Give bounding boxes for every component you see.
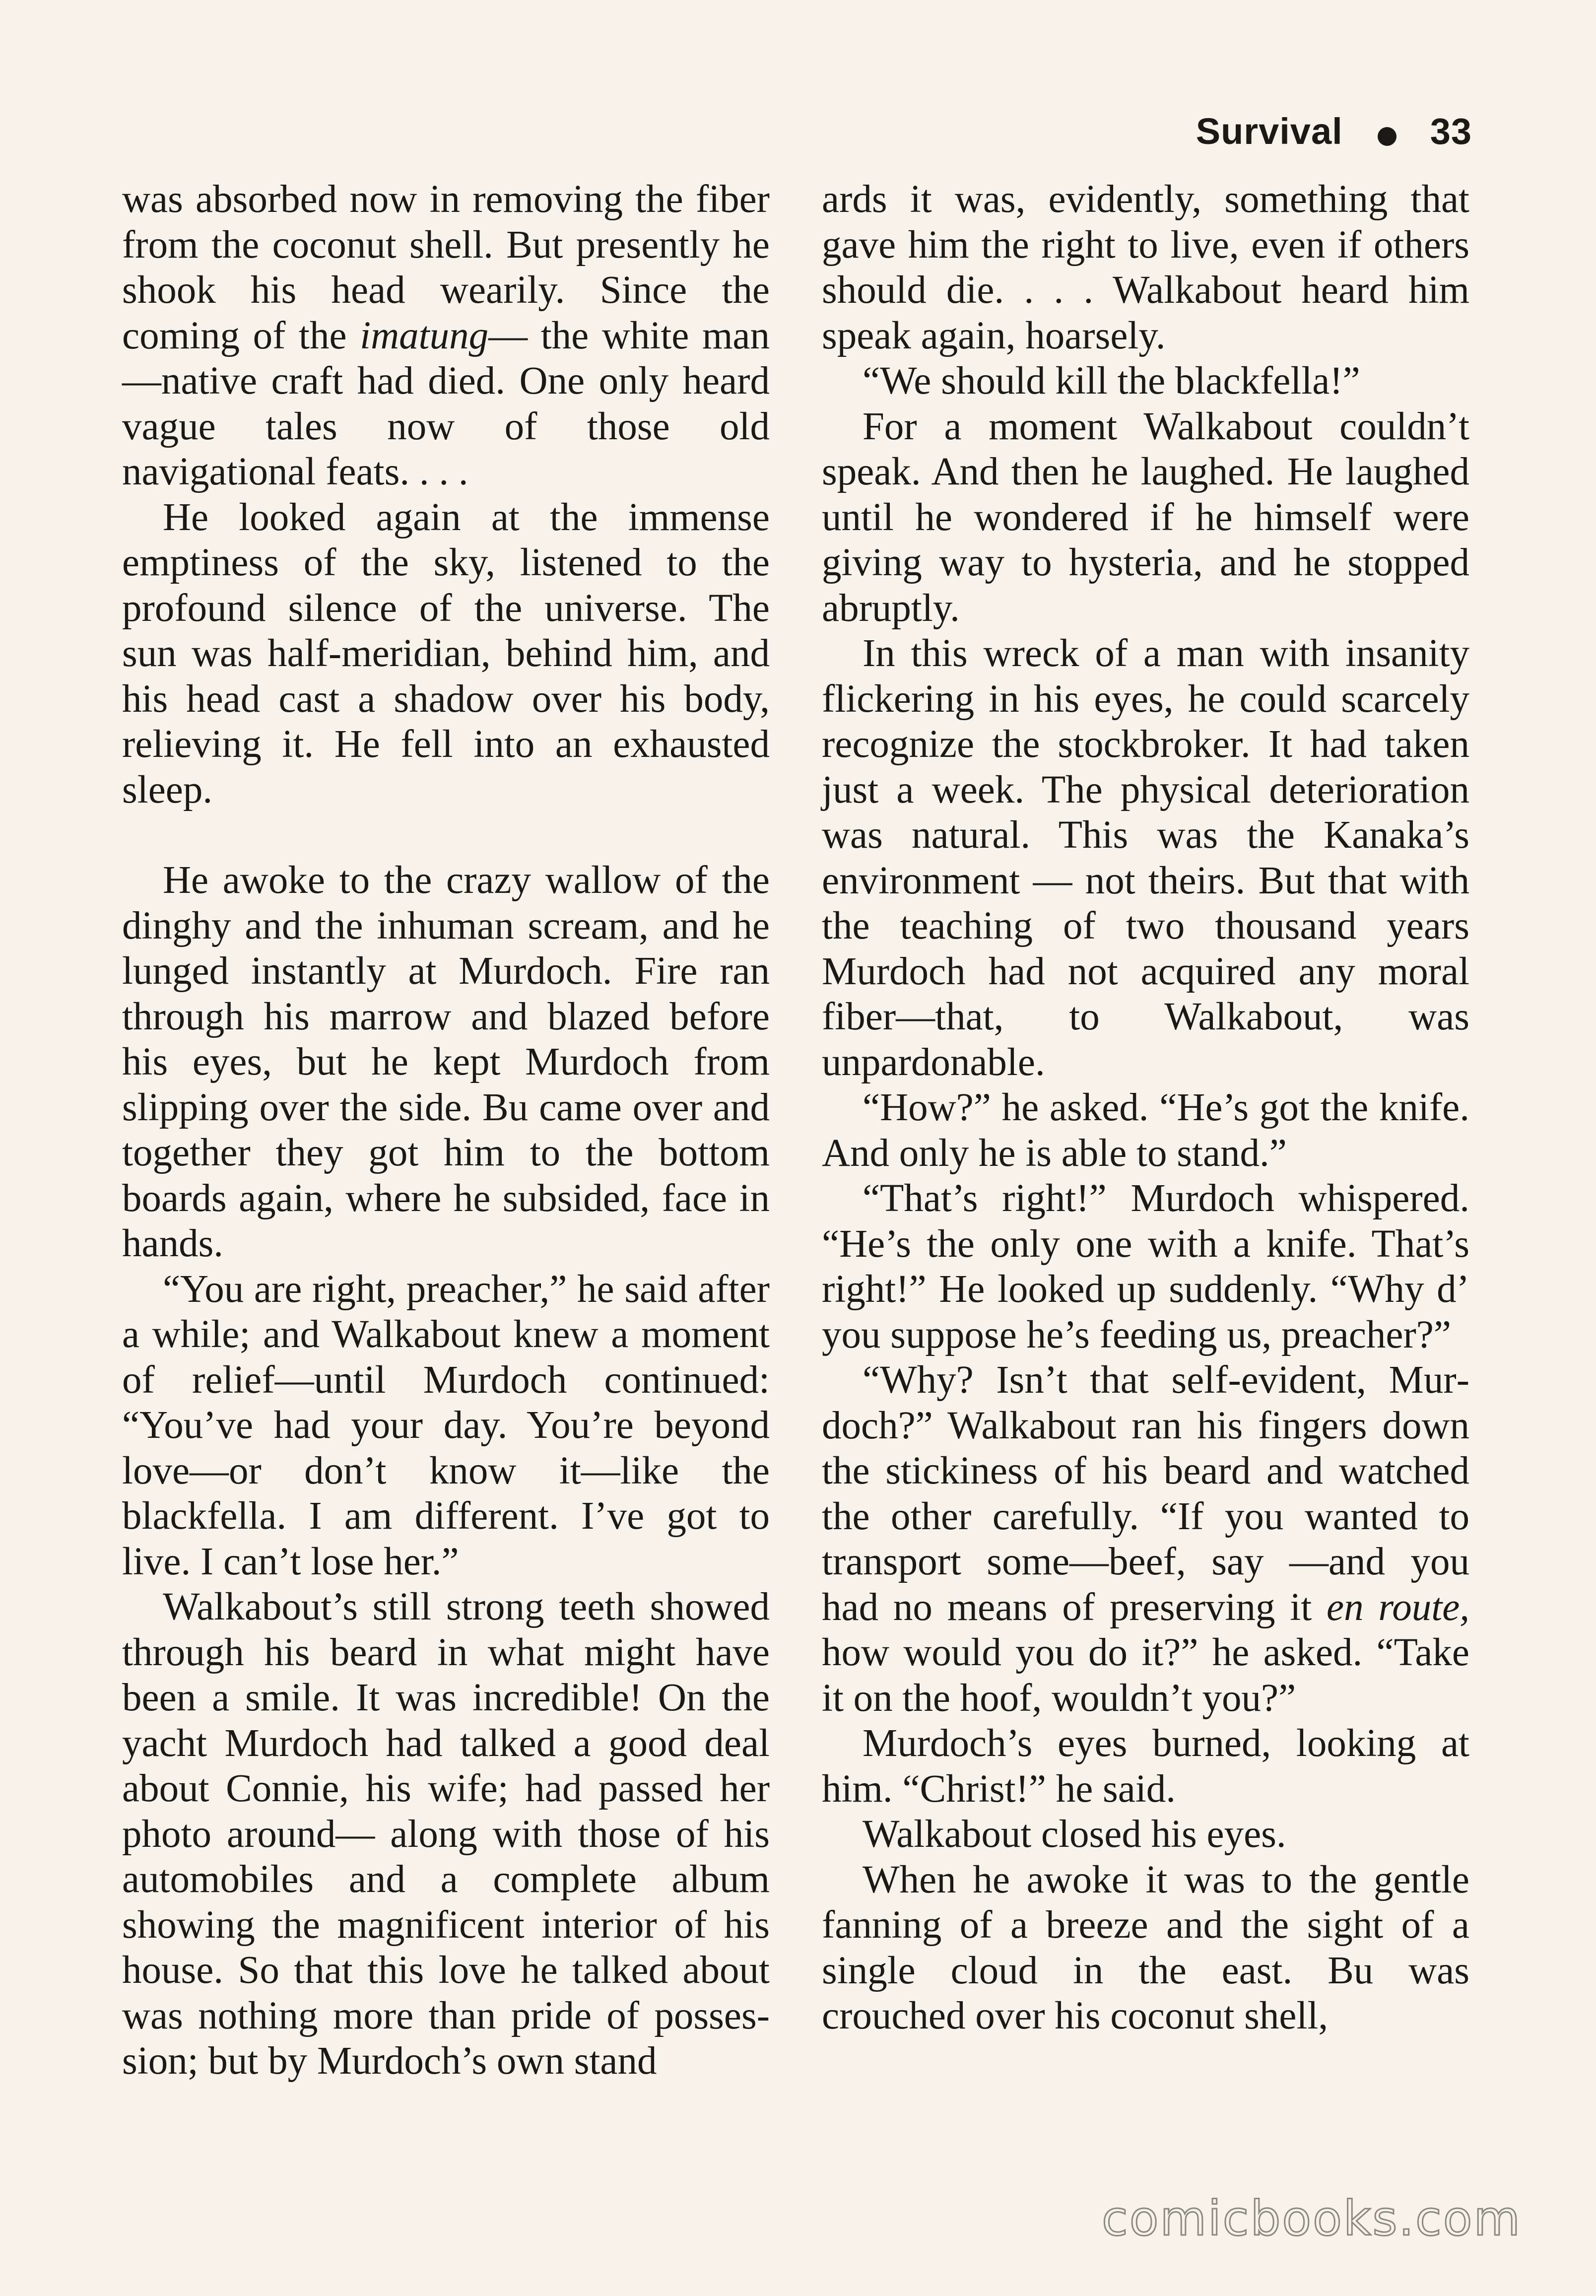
text-run: For a moment Walkabout couldn’t speak. And then he laughed. He laughed until he wondered if he himself were giving way to hysteria, and he stopped abruptly. [822, 405, 1469, 630]
running-header [1196, 110, 1472, 152]
paragraph [822, 1176, 1469, 1357]
paragraph [822, 1721, 1469, 1812]
text-run: In this wreck of a man with insanity flickering in his eyes, he could scarcely recognize the stockbroker. It had taken just a week. The physical deterioration was natural. This was the Kanaka’s environment — not theirs. But that with the teaching of two thousand years Murdoch had not acquired any moral fiber—that, to Walkabout, was unpardonable. [822, 632, 1469, 1084]
italic-text: imatung [360, 314, 489, 357]
paragraph [122, 1267, 770, 1585]
text-run: “How?” he asked. “He’s got the knife. And only he is able to stand.” [822, 1086, 1469, 1175]
section-title: Survival [1196, 111, 1343, 152]
text-run: He awoke to the crazy wallow of the dinghy and the inhuman scream, and he lunged instantly at Murdoch. Fire ran through his marrow and blazed before his eyes, but he kept Murdoch from slipping over the side. Bu came over and together they got him to the bottom boards again, where he subsided, face in hands. [122, 859, 770, 1265]
text-run: was absorbed now in removing the fiber from the coconut shell. But presently he shook his head wearily. Since the coming of the [122, 178, 770, 357]
watermark: comicbooks.com [1101, 2191, 1522, 2246]
text-run: how would you do it?” he asked. “Take it on the hoof, wouldn’t you?” [822, 1631, 1469, 1720]
text-run: Walkabout’s still strong teeth showed through his beard in what might have been a smile. It was incredible! On the yacht Murdoch had talked a good deal about Connie, his wife; had passed her photo around— along with those of his automobiles and a complete album showing the magnificent interior of his house. So that this love he talked about was nothing more than pride of possession; but by Murdoch’s own stand [122, 1585, 770, 2083]
paragraph [122, 858, 770, 1267]
right-column [822, 177, 1469, 2039]
paragraph [822, 1857, 1469, 2039]
text-run: When he awoke it was to the gentle fanning of a breeze and the sight of a single cloud in the east. Bu was crouched over his coconut shell, [822, 1858, 1469, 2037]
paragraph [122, 177, 770, 495]
paragraph [822, 1085, 1469, 1176]
text-run: “Why? Isn’t that self-evident, Murdoch?” Walkabout ran his fingers down the stickiness of his beard and watched the other carefully. “If you wanted to transport some—beef, say —and you had no means of preserving it [822, 1358, 1469, 1629]
paragraph [822, 358, 1469, 404]
text-run: “You are right, preacher,” he said after a while; and Walkabout knew a moment of relief—until Murdoch continued: “You’ve had your day. You’re beyond love—or don’t know it—like the blackfella. I am different. I’ve got to live. I can’t lose her.” [122, 1267, 770, 1583]
paragraph [822, 177, 1469, 358]
text-run: Murdoch’s eyes burned, looking at him. “Christ!” he said. [822, 1722, 1469, 1811]
paragraph [822, 1812, 1469, 1857]
paragraph [822, 1357, 1469, 1721]
paragraph [822, 631, 1469, 1085]
paragraph [822, 404, 1469, 631]
text-run: He looked again at the immense emptiness of the sky, listened to the profound silence of the universe. The sun was half-meridian, behind him, and his head cast a shadow over his body, relieving it. He fell into an exhausted sleep. [122, 495, 770, 811]
italic-text: en route, [1327, 1585, 1470, 1629]
paragraph [122, 1584, 770, 2084]
text-run: “That’s right!” Murdoch whispered. “He’s the only one with a knife. That’s right!” He looked up suddenly. “Why d’ you suppose he’s feeding us, preacher?” [822, 1177, 1469, 1356]
left-column [122, 177, 770, 2084]
paragraph [122, 495, 770, 813]
text-run: ards it was, evidently, something that gave him the right to live, even if others should die. . . . Walkabout heard him speak again, hoarsely. [822, 178, 1469, 357]
text-run: “We should kill the blackfella!” [863, 359, 1360, 403]
page-number: 33 [1430, 111, 1472, 152]
bullet-separator [1378, 127, 1396, 146]
text-run: Walkabout closed his eyes. [863, 1813, 1286, 1856]
text-run: — the white man—native craft had died. One only heard vague tales now of those old navigational feats. . . . [122, 314, 770, 493]
